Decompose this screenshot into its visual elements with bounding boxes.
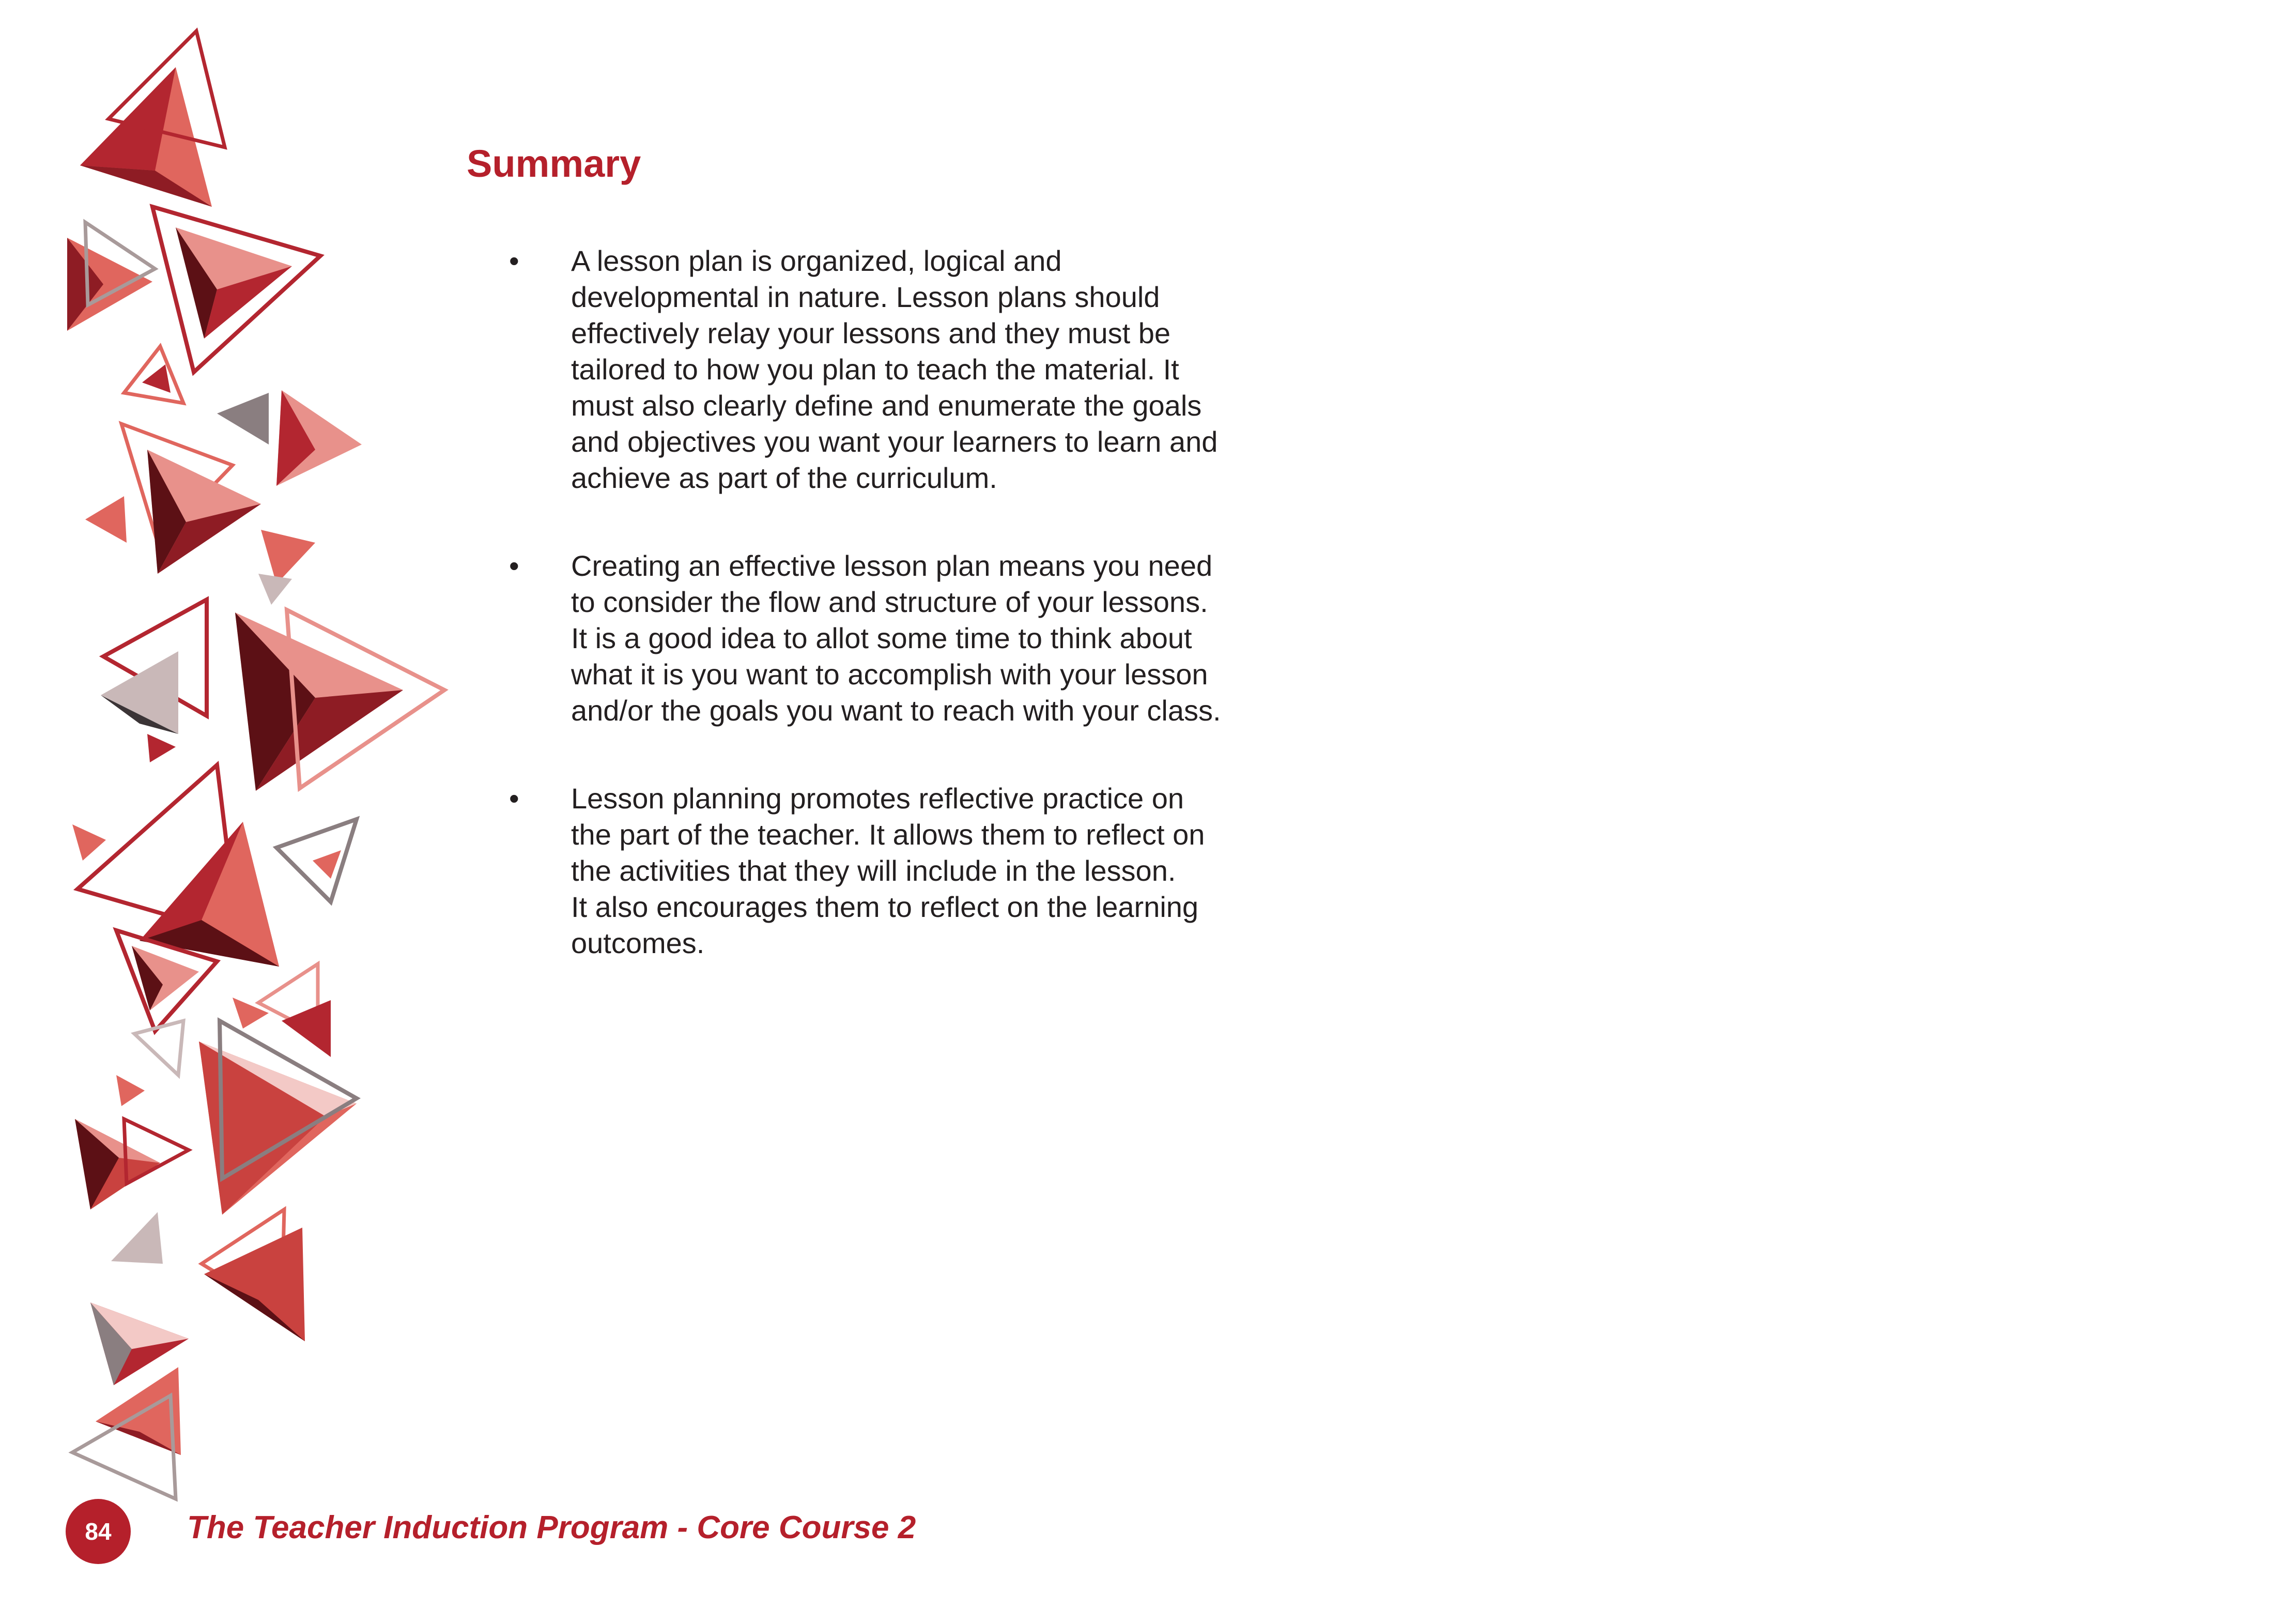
bullet-text: Lesson planning promotes reflective practice on the part of the teacher. It allows them to reflect on the activities that they will include in the lesson. It also encourages them to reflect on the learning outcomes. <box>571 782 1205 959</box>
bullet-item <box>509 548 1263 729</box>
bullet-item <box>509 243 1263 496</box>
footer-title: The Teacher Induction Program - Core Course 2 <box>187 1510 916 1545</box>
bullet-icon: • <box>509 244 519 277</box>
triangles-group <box>67 31 444 1499</box>
bullet-text: Creating an effective lesson plan means you need to consider the flow and structure of your lessons. It is a good idea to allot some time to think about what it is you want to accomplish with your lesson and/or the goals you want to reach with your class. <box>571 549 1221 727</box>
bullet-text: A lesson plan is organized, logical and developmental in nature. Lesson plans should effectively relay your lessons and they must be tailored to how you plan to teach the material. It must also clearly define and enumerate the goals and objectives you want your learners to learn and achieve as part of the curriculum. <box>571 244 1218 494</box>
bullet-icon: • <box>509 782 519 815</box>
summary-bullet-list <box>509 243 1263 1013</box>
page-number-badge: 84 <box>66 1499 131 1564</box>
section-heading: Summary <box>467 142 641 185</box>
bullet-item <box>509 780 1263 961</box>
bullet-icon: • <box>509 549 519 582</box>
triangle-pattern-decoration <box>0 0 465 1551</box>
